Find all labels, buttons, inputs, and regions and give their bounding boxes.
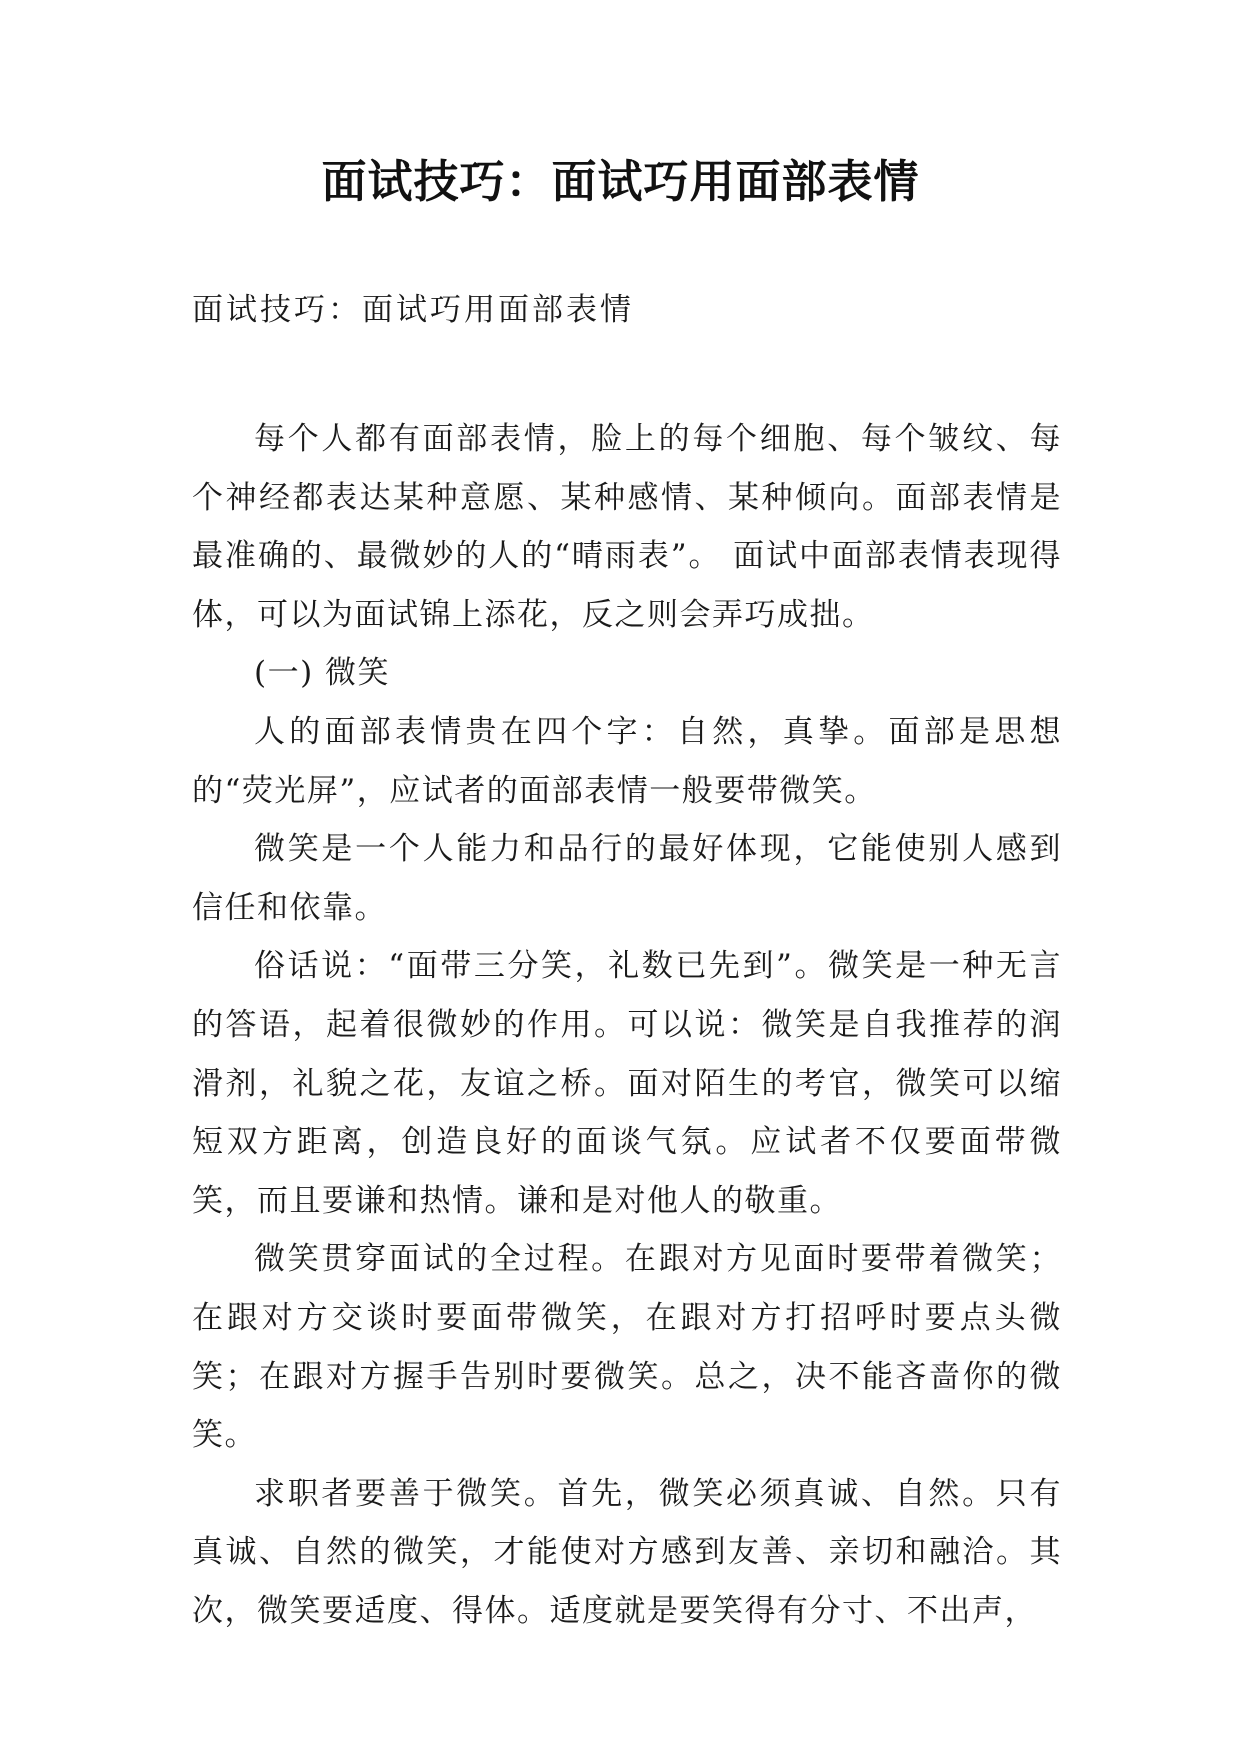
section-heading-smile: (一) 微笑 (254, 655, 391, 692)
document-subtitle: 面试技巧：面试巧用面部表情 (192, 292, 634, 328)
paragraph-intro: 每个人都有面部表情，脸上的每个细胞、每个皱纹、每个神经都表达某种意愿、某种感情、某种倾向。面部表情是最准确的、最微妙的人的“晴雨表”。 面试中面部表情表现得体，可以为面试锦上添花，反之则会弄巧成拙。 (192, 421, 1062, 633)
document-body (192, 410, 1062, 1640)
document-title: 面试技巧：面试巧用面部表情 (321, 155, 920, 208)
paragraph: 俗话说：“面带三分笑，礼数已先到”。微笑是一种无言的答语，起着很微妙的作用。可以说：微笑是自我推荐的润滑剂，礼貌之花，友谊之桥。面对陌生的考官，微笑可以缩短双方距离，创造良好的面谈气氛。应试者不仅要面带微笑，而且要谦和热情。谦和是对他人的敬重。 (192, 948, 1062, 1219)
paragraph: 求职者要善于微笑。首先，微笑必须真诚、自然。只有真诚、自然的微笑，才能使对方感到友善、亲切和融洽。其次，微笑要适度、得体。适度就是要笑得有分寸、不出声， (192, 1475, 1062, 1629)
paragraph: 微笑贯穿面试的全过程。在跟对方见面时要带着微笑；在跟对方交谈时要面带微笑，在跟对方打招呼时要点头微笑；在跟对方握手告别时要微笑。总之，决不能吝啬你的微笑。 (192, 1241, 1062, 1454)
paragraph: 人的面部表情贵在四个字：自然，真挚。面部是思想的“荧光屏”，应试者的面部表情一般要带微笑。 (192, 713, 1062, 809)
paragraph: 微笑是一个人能力和品行的最好体现，它能使别人感到信任和依靠。 (192, 831, 1062, 926)
